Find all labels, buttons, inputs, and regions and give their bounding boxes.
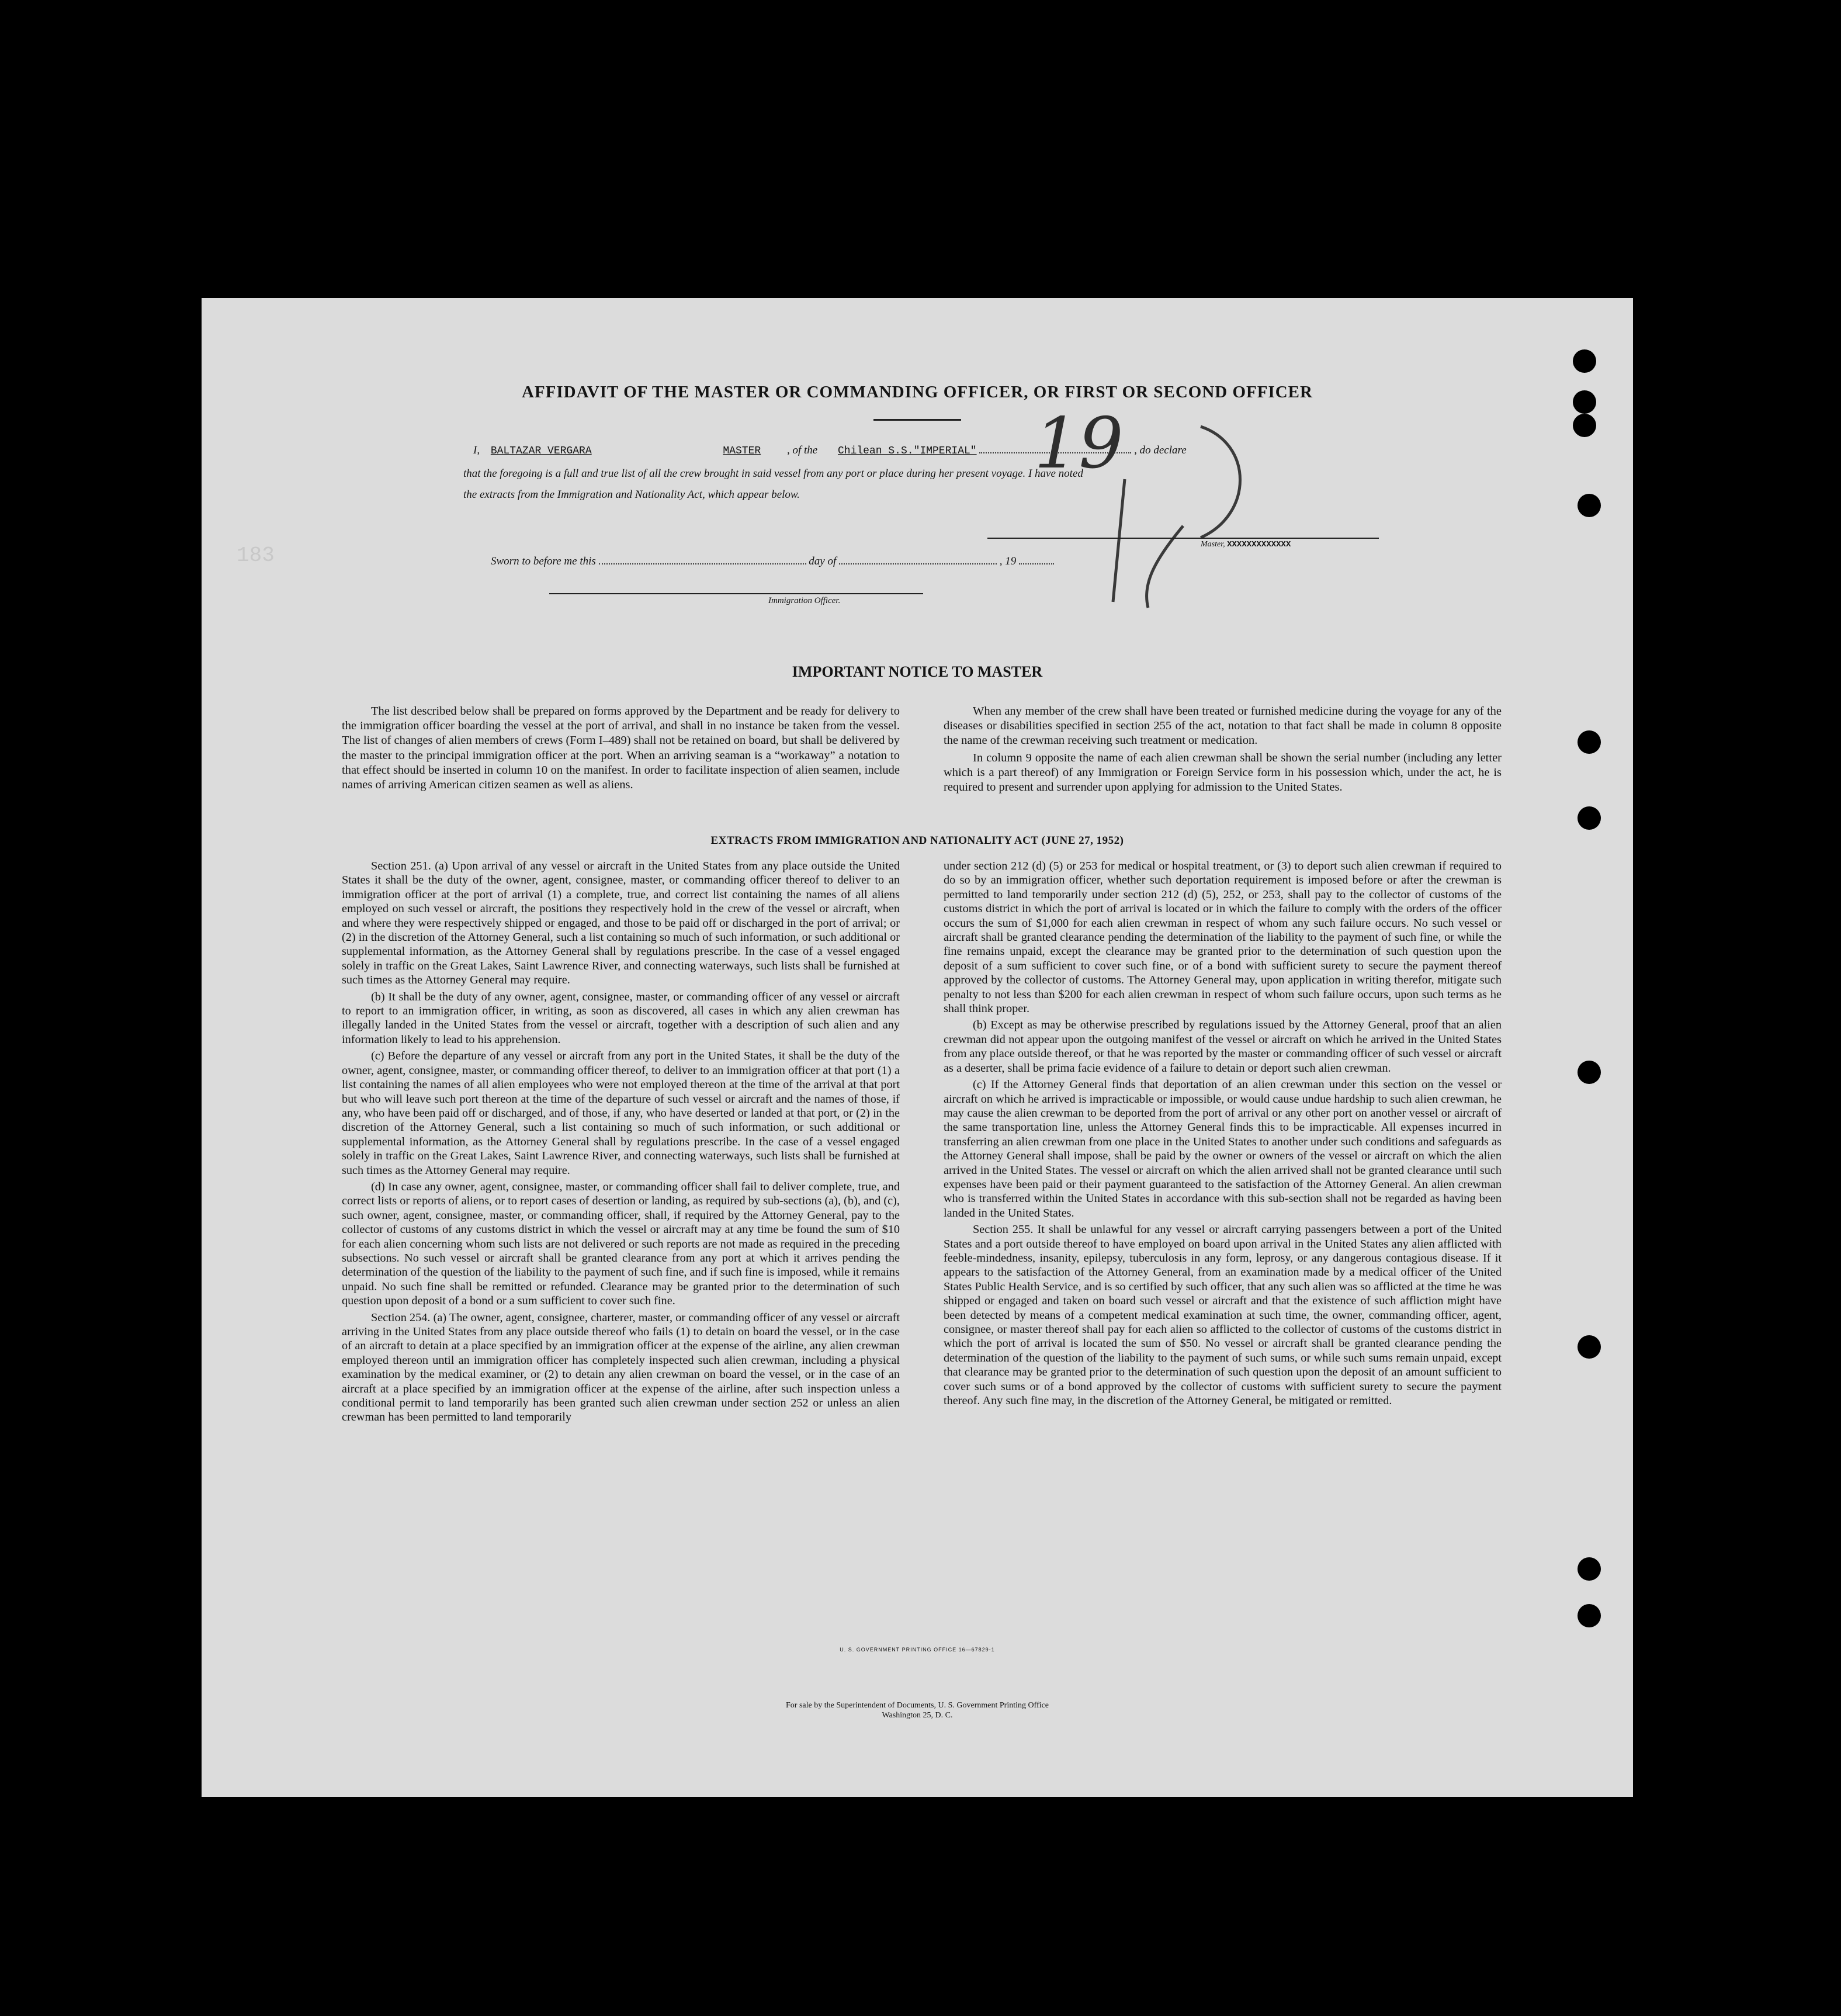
signature-mark: 19 [1034, 403, 1124, 484]
document-page [202, 298, 1633, 1797]
punch-hole [1577, 1061, 1601, 1084]
punch-hole [1573, 349, 1596, 373]
notice-right-paragraph-2: In column 9 opposite the name of each alien crewman shall be shown the serial number (including any letter which is a part thereof) of any Immigration or Foreign Service form in his possession which, under the act, he is required to present and surrender upon applying for admission to the United States. [944, 751, 1502, 794]
year-label: , 19 [999, 555, 1017, 567]
affidavit-line-3: the extracts from the Immigration and Nationality Act, which appear below. [463, 489, 800, 501]
margin-stamp: 183 [237, 543, 275, 567]
master-name: BALTAZAR VERGARA [490, 445, 592, 457]
extracts-right-column [944, 859, 1502, 1410]
affidavit-title: AFFIDAVIT OF THE MASTER OR COMMANDING OFFICER, OR FIRST OR SECOND OFFICER [522, 383, 1313, 401]
affidavit-i: I, [473, 444, 480, 456]
section-254b: (b) Except as may be otherwise prescribed by regulations issued by the Attorney General, proof that an alien crewman did not appear upon the outgoing manifest of the vessel or aircraft on which he arrived in the United States from any place outside thereof, or that he was reported by the master or commanding officer of such vessel or aircraft as a deserter, shall be prima facie evidence of a failure to detain or deport such alien crewman. [944, 1019, 1502, 1075]
punch-hole [1577, 1604, 1601, 1627]
sale-notice [202, 1700, 1633, 1720]
extracts-title: EXTRACTS FROM IMMIGRATION AND NATIONALITY ACT (JUNE 27, 1952) [710, 834, 1124, 847]
sale-line-2: Washington 25, D. C. [882, 1711, 953, 1720]
sworn-date-line [599, 563, 806, 564]
punch-hole [1573, 414, 1596, 437]
notice-title: IMPORTANT NOTICE TO MASTER [792, 663, 1043, 680]
sworn-line [491, 555, 1054, 568]
punch-hole [1577, 806, 1601, 830]
section-251a: Section 251. (a) Upon arrival of any vessel or aircraft in the United States from any place outside the United States it shall be the duty of the owner, agent, consignee, master, or commanding officer thereof to deliver to an immigration officer at the port of arrival (1) a complete, true, and correct list containing the names of all aliens employed on such vessel or aircraft, the positions they respectively hold in the crew of the vessel or aircraft, when and where they were respectively shipped or engaged, and those to be paid off or discharged in the port of arrival; or (2) in the discretion of the Attorney General, such a list containing so much of such information, or such additional or supplemental information, as the Attorney General shall by regulations prescribe. In the case of a vessel engaged solely in traffic on the Great Lakes, Saint Lawrence River, and connecting waterways, such lists shall be furnished at such times as the Attorney General may require. [342, 860, 900, 987]
punch-hole [1577, 1335, 1601, 1359]
notice-right-paragraph-1: When any member of the crew shall have been treated or furnished medicine during the voyage for any of the diseases or disabilities specified in section 255 of the act, notation to that fact shall be made in column 8 opposite the name of the crewman receiving such treatment or medication. [944, 705, 1502, 747]
section-251b: (b) It shall be the duty of any owner, agent, consignee, master, or commanding officer of any vessel or aircraft to report to an immigration officer, in writing, as soon as discovered, all cases in which any alien crewman has illegally landed in the United States from the vessel or aircraft, together with a description of such alien and any information likely to lead to his apprehension. [342, 990, 900, 1046]
year-line [1019, 563, 1054, 564]
signature-line [987, 538, 1379, 539]
punch-hole [1577, 1557, 1601, 1581]
vessel-name: Chilean S.S."IMPERIAL" [837, 445, 977, 457]
notice-left-paragraph: The list described below shall be prepared on forms approved by the Department and be ready for delivery to the immigration officer boarding the vessel at the port of arrival, and shall in no instance be taken from the vessel. The list of changes of alien members of crews (Form I–489) shall not be retained on board, but shall be delivered by the master to the principal immigration officer at the port. When an arriving seaman is a “workaway” a notation to that effect should be inserted in column 10 on the manifest. In order to facilitate inspection of alien seamen, include names of arriving American citizen seamen as well as aliens. [342, 705, 900, 792]
affidavit-line-2: that the foregoing is a full and true list of all the crew brought in said vessel from any port or place during her present voyage. I have noted [463, 467, 1083, 480]
month-line [839, 563, 997, 564]
signature-flourish [1008, 409, 1253, 643]
do-declare-label: , do declare [1134, 444, 1187, 456]
section-255: Section 255. It shall be unlawful for any vessel or aircraft carrying passengers between a port of the United States and a port outside thereof to have employed on board upon arrival in the United States any alien afflicted with feeble-mindedness, insanity, epilepsy, tuberculosis in any form, leprosy, or any dangerous contagious disease. If it appears to the satisfaction of the Attorney General, from an examination made by a medical officer of the United States Public Health Service, and is so certified by such officer, that any such alien was so afflicted at the time he was shipped or engaged and taken on board such vessel or aircraft and that the existence of such affliction might have been detected by means of a competent medical examination at such time, the owner, commanding officer, agent, consignee, or master thereof shall pay for each alien so afflicted to the collector of customs of the customs district in which the port of arrival is located the sum of $50. No vessel or aircraft shall be granted clearance pending the determination of the question of the liability to the payment of such sums, or while such sums remain unpaid, except that clearance may be granted prior to the determination of such question upon the deposit of an amount sufficient to cover such sums or of a bond approved by the collector of customs with sufficient surety to secure the payment thereof. Any such fine may, in the discretion of the Attorney General, be mitigated or remitted. [944, 1223, 1502, 1408]
officer-signature-line [549, 593, 923, 594]
notice-right-column [944, 704, 1502, 797]
struck-text: XXXXXXXXXXXXX [1227, 540, 1291, 549]
sale-line-1: For sale by the Superintendent of Documents, U. S. Government Printing Office [786, 1701, 1049, 1710]
section-254a: Section 254. (a) The owner, agent, consignee, charterer, master, or commanding officer of any vessel or aircraft arriving in the United States from any place outside thereof who fails (1) to detain on board the vessel, or in the case of an aircraft to detain at a place specified by an immigration officer at the expense of the airline, any alien crewman employed thereon until an immigration officer has completely inspected such alien crewman, including a physical examination by the medical examiner, or (2) to detain any alien crewman on board the vessel, or in the case of an aircraft at a place specified by an immigration officer at the expense of the airline, after such inspection unless a conditional permit to land temporarily has been granted such alien crewman under section 252 or unless an alien crewman has been permitted to land temporarily [342, 1311, 900, 1424]
punch-hole [1573, 390, 1596, 414]
immigration-officer-label: Immigration Officer. [768, 596, 841, 605]
punch-hole [1577, 494, 1601, 517]
day-of-label: day of [809, 555, 837, 567]
printing-office-line: U. S. GOVERNMENT PRINTING OFFICE 16—67829-1 [840, 1647, 995, 1653]
extracts-left-column [342, 859, 900, 1427]
title-divider [873, 419, 961, 421]
master-rank: MASTER [723, 445, 761, 457]
notice-left-column [342, 704, 900, 795]
of-the-label: , of the [786, 444, 818, 456]
section-254c: (c) If the Attorney General finds that deportation of an alien crewman under this section on the vessel or aircraft on which he arrived is impracticable or impossible, or would cause undue hardship to such alien crewman, he may cause the alien crewman to be deported from the port of arrival or any other port on another vessel or aircraft of the same transportation line, unless the Attorney General finds this to be impracticable. All expenses incurred in transferring an alien crewman from one place in the United States to another under such conditions and safeguards as the Attorney General shall impose, shall be paid by the owner or owners of the vessel or aircraft on which the alien arrived in the United States. The vessel or aircraft on which the alien arrived shall not be granted clearance until such expenses have been paid or their payment guaranteed to the satisfaction of the Attorney General. An alien crewman who is transferred within the United States in accordance with this sub-section shall not be regarded as having been landed in the United States. [944, 1078, 1502, 1220]
section-251c: (c) Before the departure of any vessel or aircraft from any port in the United States, it shall be the duty of the owner, agent, consignee, master, or commanding officer thereof, to deliver to an immigration officer at that port (1) a list containing the names of all alien employees who were not employed thereon at the time of the arrival at that port but who will leave such port thereon at the time of the departure of such vessel or aircraft and the names of those, if any, who have been paid off or discharged, and of those, if any, who have deserted or landed at that port, or (2) in the discretion of the Attorney General, such a list containing so much of such information, or such additional or supplemental information, as the Attorney General shall by regulations prescribe. In the case of a vessel engaged solely in traffic on the Great Lakes, Saint Lawrence River, and connecting waterways, such lists shall be furnished at such times as the Attorney General may require. [342, 1049, 900, 1177]
section-251d: (d) In case any owner, agent, consignee, master, or commanding officer shall fail to deliver complete, true, and correct lists or reports of aliens, or to report cases of desertion or landing, as required by sub-sections (a), (b), and (c), such owner, agent, consignee, master, or commanding officer, shall, if required by the Attorney General, pay to the collector of customs of any customs district in which the vessel or aircraft may at any time be found the sum of $10 for each alien concerning whom such lists are not delivered or such reports are not made as required in the preceding subsections. No such vessel or aircraft shall be granted clearance from any port at which it arrives pending the determination of the question of the liability to the payment of such fine, and if such fine is imposed, while it remains unpaid. No such fine shall be remitted or refunded. Clearance may be granted prior to the determination of such question upon deposit of a bond or a sum sufficient to cover such fine. [342, 1180, 900, 1308]
punch-hole [1577, 730, 1601, 754]
sworn-label: Sworn to before me this [491, 555, 596, 567]
signature-caption [1201, 540, 1291, 549]
master-label: Master, [1201, 540, 1225, 549]
section-254a-continued: under section 212 (d) (5) or 253 for medical or hospital treatment, or (3) to deport such alien crewman if required to do so by an immigration officer, whether such deportation requirement is imposed before or after the crewman is permitted to land temporarily under section 212 (d) (5), 252, or 253, shall pay to the collector of customs of the customs district in which the port of arrival is located or in which the failure to comply with the orders of the officer occurs the sum of $1,000 for each alien crewman in respect of whom any such failure occurs. No such vessel or aircraft shall be granted clearance pending the determination of the liability to the payment of such fine, or while the fine remains unpaid, except the clearance may be granted prior to the determination of such question upon the deposit of a sum sufficient to cover such fine, or of a bond with sufficient surety to secure the payment thereof approved by the collector of customs. The Attorney General may, upon application in writing therefor, mitigate such penalty to not less than $200 for each alien crewman in respect of whom such failure occurs, upon such terms as he shall think proper. [944, 860, 1502, 1016]
